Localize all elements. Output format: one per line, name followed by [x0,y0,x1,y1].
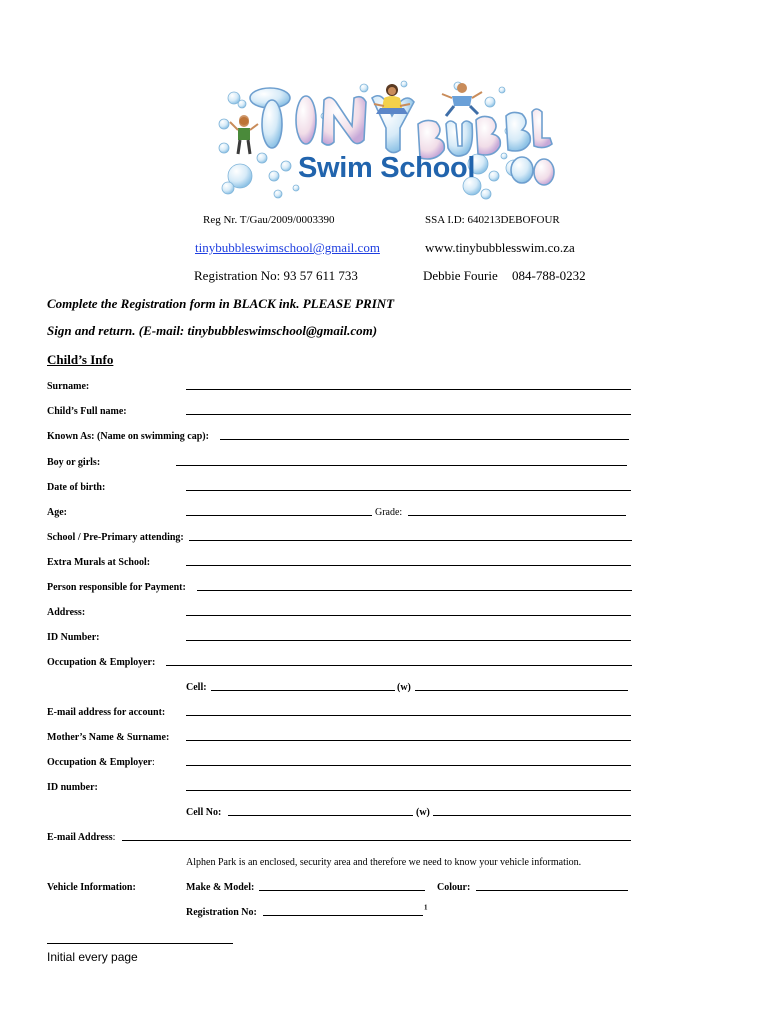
mother-id-label: ID number: [47,782,98,793]
colour-line [476,890,628,891]
jumping-child-illustration [442,83,482,116]
school-line [189,540,632,541]
school-label: School / Pre-Primary attending: [47,532,184,543]
mother-work-line [433,815,631,816]
full-name-line [186,414,631,415]
school-website: www.tinybubblesswim.co.za [425,240,575,255]
extra-murals-line [186,565,631,566]
logo-artwork [214,76,559,206]
mother-cell-line [228,815,413,816]
section-heading-childs-info: Child’s Info [47,352,114,367]
boy-or-girl-label: Boy or girls: [47,457,101,468]
vehicle-security-note: Alphen Park is an enclosed, security area and therefore we need to know your vehicle information. [186,857,582,868]
school-email-link[interactable]: tinybubbleswimschool@gmail.com [195,240,380,255]
vehicle-reg-label: Registration No: [186,907,257,918]
dob-line [186,490,631,491]
footnote-separator [47,943,233,944]
occupation-label: Occupation & Employer: [47,657,156,668]
instruction-ink: Complete the Registration form in BLACK ink. PLEASE PRINT [47,296,395,311]
make-model-label: Make & Model: [186,882,255,893]
ssa-id: SSA I.D: 640213DEBOFOUR [425,214,560,226]
account-email-line [186,715,631,716]
work-phone-line [415,690,628,691]
grade-label: Grade: [375,507,403,518]
age-line [186,515,372,516]
dob-label: Date of birth: [47,482,106,493]
footnote-reference: 1 [424,903,428,912]
full-name-label: Child’s Full name: [47,406,127,417]
contact-name: Debbie Fourie [423,268,498,283]
address-label: Address: [47,607,86,618]
occupation-line [166,665,632,666]
vehicle-info-label: Vehicle Information: [47,882,136,893]
mother-name-line [186,740,631,741]
payer-label: Person responsible for Payment: [47,582,186,593]
registration-number: Registration No: 93 57 611 733 [194,268,358,283]
id-number-label: ID Number: [47,632,100,643]
vehicle-reg-line [263,915,423,916]
grade-line [408,515,626,516]
mother-id-line [186,790,631,791]
mother-name-label: Mother’s Name & Surname: [47,732,170,743]
cell-label: Cell: [186,682,207,693]
payer-line [197,590,632,591]
logo-subtitle: Swim School [298,152,476,184]
extra-murals-label: Extra Murals at School: [47,557,151,568]
mother-occupation-label: Occupation & Employer: [47,757,155,768]
id-number-line [186,640,631,641]
reg-number: Reg Nr. T/Gau/2009/0003390 [203,214,335,226]
work-phone-label: (w) [397,682,411,693]
account-email-label: E-mail address for account: [47,707,166,718]
footnote-initial-every-page: Initial every page [47,950,138,964]
address-line [186,615,631,616]
age-label: Age: [47,507,67,518]
mother-cell-label: Cell No: [186,807,222,818]
colour-label: Colour: [437,882,471,893]
mother-work-label: (w) [416,807,430,818]
surname-label: Surname: [47,381,90,392]
contact-phone: 084-788-0232 [512,268,586,283]
tiny-bubbles-logo [214,76,559,206]
cell-line [211,690,395,691]
make-model-line [259,890,425,891]
mother-email-label: E-mail Address: [47,832,116,843]
surname-line [186,389,631,390]
boy-or-girl-line [176,465,627,466]
climbing-child-illustration [230,115,258,154]
mother-email-line [122,840,631,841]
known-as-label: Known As: (Name on swimming cap): [47,431,209,442]
instruction-return: Sign and return. (E-mail: tinybubbleswimschool@gmail.com) [47,323,378,338]
known-as-line [220,439,629,440]
mother-occupation-line [186,765,631,766]
